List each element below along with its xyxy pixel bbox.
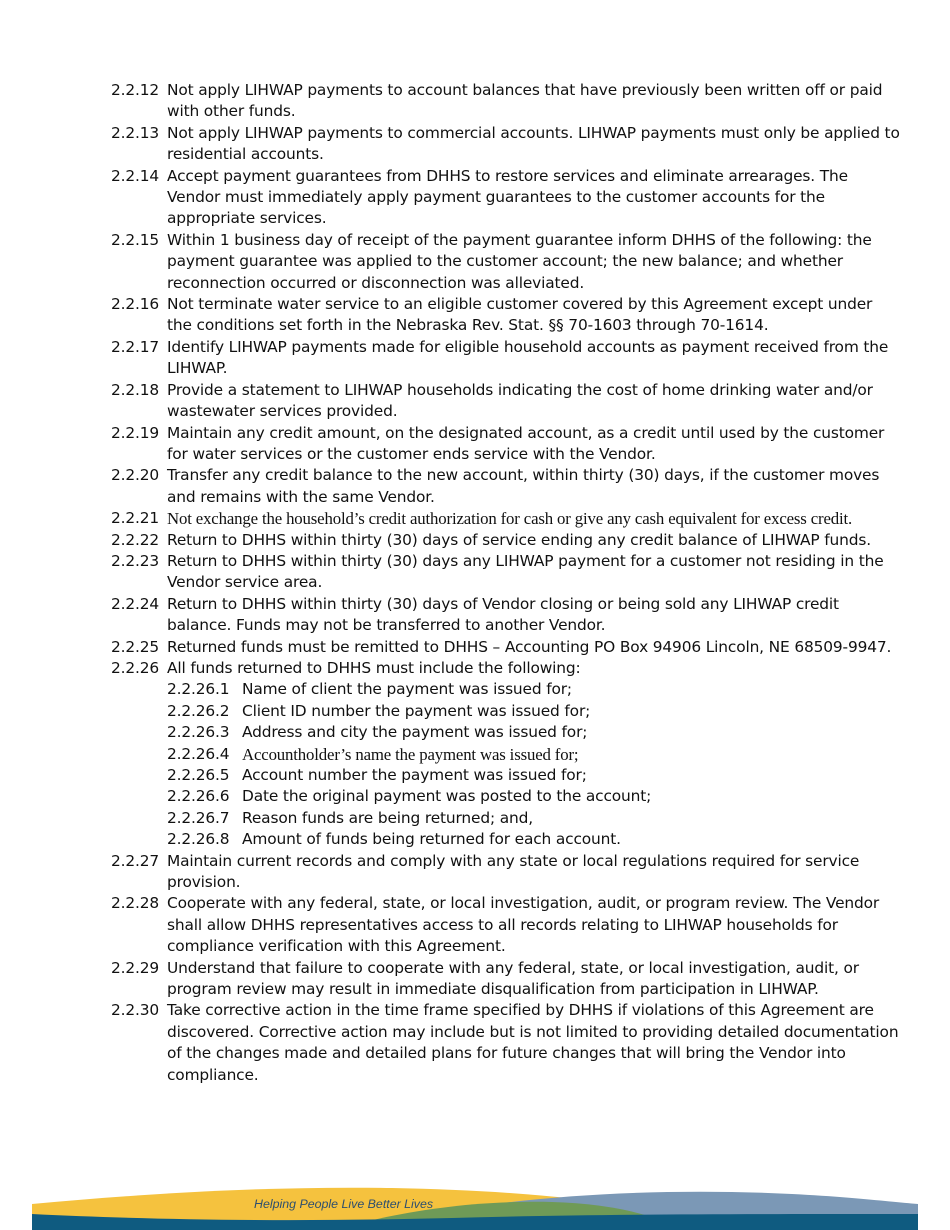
subclause-2-2-26-4 [111, 744, 901, 765]
subclause-2-2-26-7 [111, 808, 901, 829]
clause-2-2-20 [111, 465, 901, 508]
clause-2-2-14 [111, 166, 901, 230]
clause-text: Return to DHHS within thirty (30) days any LIHWAP payment for a customer not residing in the Vendor service area. [167, 551, 884, 592]
clause-number: 2.2.26 [111, 658, 160, 677]
clause-number: 2.2.24 [111, 594, 160, 613]
clause-number: 2.2.19 [111, 423, 160, 442]
clause-number: 2.2.12 [111, 81, 160, 99]
clause-number: 2.2.23 [111, 551, 160, 570]
clause-text: Within 1 business day of receipt of the payment guarantee inform DHHS of the following: the payment guarantee was applied to the customer account; the new balance; and whether reconnection occurred or disconnection was alleviated. [167, 230, 872, 292]
clause-text: Maintain current records and comply with any state or local regulations required for service provision. [167, 851, 860, 892]
clause-2-2-29 [111, 958, 901, 1001]
clause-number: 2.2.27 [111, 851, 160, 870]
footer-wave-graphic [32, 1180, 918, 1230]
clause-2-2-30 [111, 1000, 901, 1086]
clause-number: 2.2.22 [111, 530, 160, 549]
clause-2-2-19 [111, 423, 901, 466]
clause-2-2-22 [111, 530, 901, 551]
clause-number: 2.2.17 [111, 337, 160, 356]
clause-number: 2.2.25 [111, 637, 160, 656]
subclause-text: Client ID number the payment was issued for; [242, 701, 591, 720]
subclause-2-2-26-8 [111, 829, 901, 850]
agreement-clauses [111, 80, 901, 1086]
subclause-2-2-26-3 [111, 722, 901, 743]
subclause-number: 2.2.26.8 [167, 830, 230, 849]
clause-text: Provide a statement to LIHWAP households indicating the cost of home drinking water and/or wastewater services provided. [167, 380, 873, 421]
subclause-2-2-26-6 [111, 786, 901, 807]
clause-2-2-24 [111, 594, 901, 637]
subclause-text: Amount of funds being returned for each account. [242, 830, 621, 849]
subclause-text: Date the original payment was posted to the account; [242, 787, 652, 806]
clause-text: Accept payment guarantees from DHHS to restore services and eliminate arrearages. The Vendor must immediately apply payment guarantees to the customer accounts for the appropriate services. [167, 166, 848, 228]
clause-2-2-23 [111, 551, 901, 594]
subclause-text: Account number the payment was issued for; [242, 766, 587, 784]
clause-text: Not exchange the household’s credit authorization for cash or give any cash equivalent for excess credit. [167, 509, 853, 529]
clause-text: Not terminate water service to an eligible customer covered by this Agreement except under the conditions set forth in the Nebraska Rev. Stat. §§ 70-1603 through 70-1614. [167, 295, 873, 335]
clause-text: Maintain any credit amount, on the designated account, as a credit until used by the customer for water services or the customer ends service with the Vendor. [167, 423, 885, 463]
subclause-2-2-26-1 [111, 679, 901, 700]
subclause-number: 2.2.26.4 [167, 744, 230, 763]
clause-number: 2.2.30 [111, 1001, 160, 1020]
clause-number: 2.2.21 [111, 509, 160, 528]
clause-2-2-26 [111, 658, 901, 679]
clause-text: Return to DHHS within thirty (30) days of service ending any credit balance of LIHWAP funds. [167, 530, 871, 549]
subclause-text: Name of client the payment was issued for; [242, 680, 572, 699]
clause-2-2-18 [111, 380, 901, 423]
footer-tagline: Helping People Live Better Lives [254, 1197, 434, 1211]
subclause-number: 2.2.26.1 [167, 680, 230, 699]
subclause-text: Reason funds are being returned; and, [242, 808, 533, 827]
clause-text: Return to DHHS within thirty (30) days of Vendor closing or being sold any LIHWAP credit balance. Funds may not be transferred to another Vendor. [167, 594, 839, 635]
clause-number: 2.2.15 [111, 230, 160, 249]
clause-number: 2.2.14 [111, 166, 160, 185]
clause-number: 2.2.18 [111, 380, 160, 399]
clause-text: All funds returned to DHHS must include the following: [167, 658, 581, 677]
clause-text: Cooperate with any federal, state, or local investigation, audit, or program review. The Vendor shall allow DHHS representatives access to all records relating to LIHWAP households for compliance verification with this Agreement. [167, 894, 880, 956]
subclause-number: 2.2.26.6 [167, 787, 230, 806]
clause-text: Understand that failure to cooperate with any federal, state, or local investigation, audit, or program review may result in immediate disqualification from participation in LIHWAP. [167, 958, 859, 999]
clause-text: Transfer any credit balance to the new account, within thirty (30) days, if the customer moves and remains with the same Vendor. [167, 466, 880, 506]
clause-text: Identify LIHWAP payments made for eligible household accounts as payment received from the LIHWAP. [167, 337, 889, 378]
clause-2-2-25 [111, 637, 901, 658]
subclause-number: 2.2.26.2 [167, 701, 230, 720]
clause-number: 2.2.28 [111, 894, 160, 913]
subclause-text: Address and city the payment was issued for; [242, 723, 588, 742]
subclause-text: Accountholder’s name the payment was issued for; [242, 744, 579, 764]
clause-number: 2.2.29 [111, 958, 160, 977]
clause-number: 2.2.13 [111, 123, 160, 142]
clause-text: Not apply LIHWAP payments to account balances that have previously been written off or paid with other funds. [167, 81, 883, 121]
subclause-number: 2.2.26.3 [167, 723, 230, 742]
clause-2-2-13 [111, 123, 901, 166]
subclause-number: 2.2.26.7 [167, 808, 230, 827]
clause-number: 2.2.16 [111, 295, 160, 314]
clause-2-2-21 [111, 508, 901, 529]
clause-number: 2.2.20 [111, 466, 160, 485]
footer-banner [32, 1180, 918, 1230]
clause-text: Not apply LIHWAP payments to commercial accounts. LIHWAP payments must only be applied to residential accounts. [167, 123, 900, 164]
subclause-2-2-26-5 [111, 765, 901, 786]
clause-2-2-16 [111, 294, 901, 337]
subclause-2-2-26-2 [111, 701, 901, 722]
clause-2-2-27 [111, 851, 901, 894]
clause-2-2-15 [111, 230, 901, 294]
clause-text: Returned funds must be remitted to DHHS – Accounting PO Box 94906 Lincoln, NE 68509-9947. [167, 637, 892, 656]
clause-2-2-12 [111, 80, 901, 123]
clause-2-2-17 [111, 337, 901, 380]
subclause-number: 2.2.26.5 [167, 766, 230, 784]
clause-text: Take corrective action in the time frame specified by DHHS if violations of this Agreement are discovered. Corrective action may include but is not limited to providing detailed documentation of the changes made and detailed plans for future changes that will bring the Vendor into compliance. [167, 1001, 899, 1084]
clause-2-2-28 [111, 893, 901, 957]
